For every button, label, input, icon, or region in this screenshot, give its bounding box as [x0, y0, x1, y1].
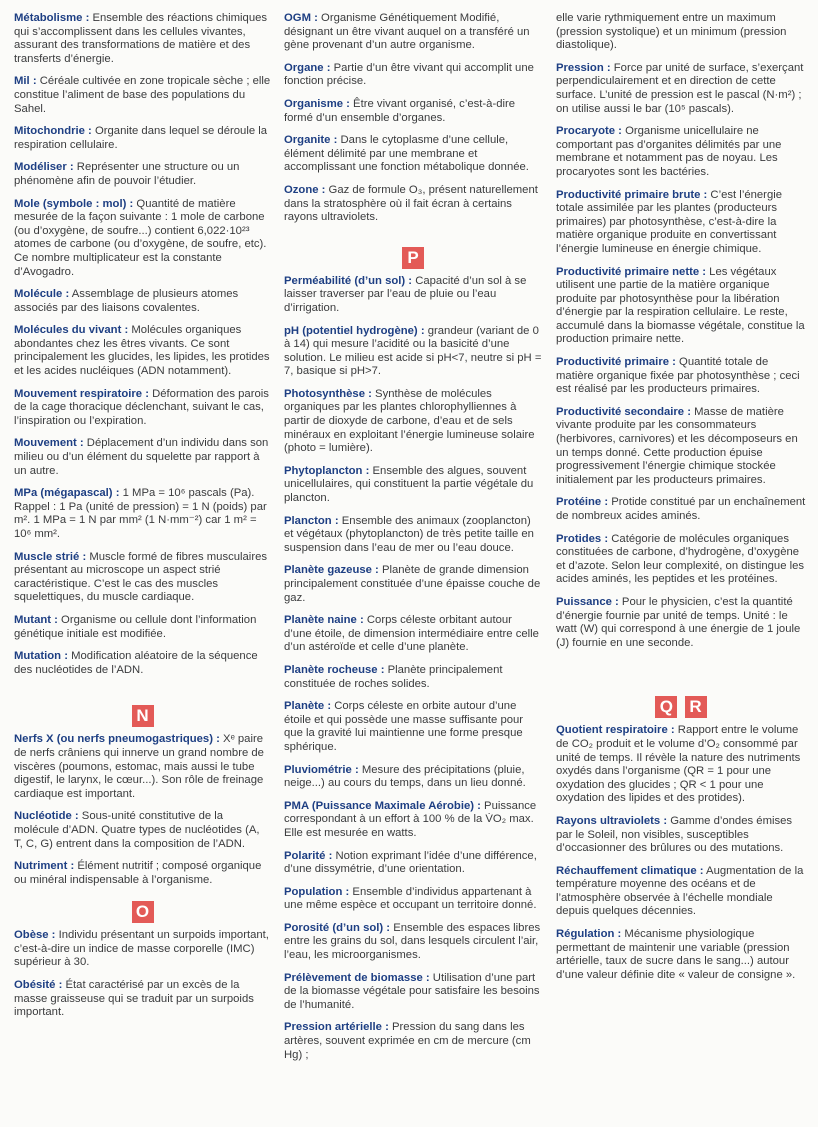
glossary-entry — [14, 487, 271, 541]
entry-definition: Quantité totale de matière organique fixée par photosynthèse ; ceci est réalisé par les producteurs primaires. — [556, 356, 800, 396]
section-header-n — [14, 705, 271, 727]
glossary-column-2 — [284, 12, 542, 1071]
n-entries — [14, 733, 271, 887]
entry-term: Modéliser : — [14, 161, 74, 174]
entry-term: Pression artérielle : — [284, 1021, 389, 1034]
glossary-entry — [284, 325, 542, 379]
entry-term: Productivité primaire brute : — [556, 188, 708, 201]
entry-term: Procaryote : — [556, 125, 622, 138]
p-entries — [284, 275, 542, 1063]
glossary-entry — [14, 125, 271, 152]
entry-definition: Capacité d’un sol à se laisser traverser par l’eau de pluie ou l’eau d’irrigation. — [284, 274, 527, 314]
entry-term: Mutant : — [14, 613, 58, 626]
entry-definition: Gamme d’ondes émises par le Soleil, non visibles, susceptibles d’occasionner des brûlures ou des mutations. — [556, 814, 793, 855]
entry-term: Organe : — [284, 61, 331, 74]
entry-definition: C’est l’énergie totale assimilée par les plantes (producteurs primaires) par photosynthèse, c’est-à-dire la matière organique produite en convertissant l’énergie lumineuse en énergie chimique. — [556, 188, 783, 255]
entry-definition: Planète de grande dimension principalement constituée d’une épaisse couche de gaz. — [284, 564, 541, 604]
entry-term: Planète naine : — [284, 614, 364, 627]
glossary-entry — [284, 700, 542, 754]
letter-badge-q: Q — [655, 696, 677, 718]
entry-definition: Modification aléatoire de la séquence des nucléotides de l’ADN. — [14, 650, 258, 676]
entry-definition: Individu présentant un surpoids important, c’est-à-dire un indice de masse corporelle (IMC) supérieur à 30. — [14, 929, 269, 969]
entry-definition: Ensemble d’individus appartenant à une même espèce et occupant un territoire donné. — [284, 885, 537, 912]
glossary-entry — [556, 533, 806, 587]
entry-term: Quotient respiratoire : — [556, 724, 675, 737]
entry-term: Polarité : — [284, 849, 333, 862]
entry-definition: Gaz de formule O₃, présent naturellement dans la stratosphère où il fait écran à certains rayons ultraviolets. — [284, 183, 538, 224]
glossary-entry — [556, 865, 806, 919]
entry-term: Molécules du vivant : — [14, 324, 129, 337]
entry-definition: Quantité de matière mesurée de la façon suivante : 1 mole de carbone (ou d’oxygène, de soufre...) contient 6,022·10²³ atomes de carbone (ou d’oxygène, de soufre, etc). Ce nombre multiplicateur est la constante d’Avogadro. — [14, 197, 267, 278]
entry-definition: Notion exprimant l’idée d’une différence, d’une dissymétrie, d’une orientation. — [284, 849, 537, 876]
entry-definition: Assemblage de plusieurs atomes associés par des liaisons covalentes. — [14, 288, 239, 314]
letter-badge-p: P — [402, 247, 424, 269]
entry-definition: Être vivant organisé, c’est-à-dire formé d’un ensemble d’organes. — [284, 97, 516, 124]
entry-term: Planète : — [284, 700, 332, 713]
glossary-entry — [14, 324, 271, 378]
entry-definition: Muscle formé de fibres musculaires présentant au microscope un aspect strié caractéristique. C’est le cas des muscles squelettiques, du muscle cardiaque. — [14, 550, 268, 604]
entry-definition: Organisme unicellulaire ne comportant pas d’organites délimités par une membrane et notamment pas de noyau. Les procaryotes sont les bactéries. — [556, 125, 782, 178]
entry-term: Productivité secondaire : — [556, 405, 691, 418]
glossary-entry — [284, 886, 542, 913]
entry-term: Planète gazeuse : — [284, 564, 379, 577]
entry-definition: grandeur (variant de 0 à 14) qui mesure l’acidité ou la basicité d’une solution. Le milieu est acide si pH<7, neutre si pH = 7, basique si pH>7. — [284, 324, 542, 378]
entry-term: Mil : — [14, 75, 37, 88]
entry-definition: Xᵉ paire de nerfs crâniens qui innerve un grand nombre de viscères (poumons, estomac, mais aussi le tube digestif, le larynx, le cœur...). Son rôle de freinage cardiaque est important. — [14, 733, 264, 800]
entry-definition: Partie d’un être vivant qui accomplit une fonction précise. — [284, 61, 534, 88]
entry-term: Métabolisme : — [14, 12, 90, 24]
letter-badge-o: O — [132, 901, 154, 923]
glossary-entry — [284, 764, 542, 791]
entry-definition: Molécules organiques abondantes chez les êtres vivants. Ce sont principalement les glucides, les lipides, les protides et les acides nucléiques (ADN notamment). — [14, 324, 270, 378]
glossary-entry — [284, 922, 542, 963]
glossary-entry — [284, 184, 542, 225]
entry-term: Pluviométrie : — [284, 763, 359, 776]
letter-badge-r: R — [685, 696, 707, 718]
glossary-entry — [284, 12, 542, 53]
entry-term: Pression : — [556, 61, 611, 74]
entry-term: PMA (Puissance Maximale Aérobie) : — [284, 799, 481, 812]
glossary-entry — [556, 496, 806, 523]
glossary-entry — [14, 388, 271, 429]
entry-term: Productivité primaire nette : — [556, 265, 707, 278]
glossary-entry — [284, 275, 542, 316]
entry-term: OGM : — [284, 12, 318, 24]
entry-definition: Représenter une structure ou un phénomène afin de pouvoir l’étudier. — [14, 161, 240, 187]
entry-definition: Ensemble des algues, souvent unicellulaires, qui constituent la partie végétale du plancton. — [284, 464, 534, 505]
entry-definition: Déformation des parois de la cage thoracique déclenchant, suivant le cas, l’inspiration ou l’expiration. — [14, 387, 269, 427]
entry-term: Planète rocheuse : — [284, 663, 385, 676]
entry-term: Protides : — [556, 532, 609, 545]
entry-definition: Ensemble des espaces libres entre les grains du sol, dans lesquels circulent l’air, l’eau, les microorganismes. — [284, 921, 541, 962]
glossary-entry — [284, 664, 542, 691]
entry-term: MPa (mégapascal) : — [14, 487, 120, 500]
entry-definition: Organisme ou cellule dont l’information génétique initiale est modifiée. — [14, 613, 257, 640]
glossary-entry — [14, 860, 271, 887]
entry-definition: Masse de matière vivante produite par les consommateurs (herbivores, carnivores) et les décomposeurs en un temps donné. Cette production épuise progressivement l’énergie chimique stockée initialement par les producteurs primaires. — [556, 405, 798, 486]
glossary-entry — [14, 288, 271, 315]
entry-term: Réchauffement climatique : — [556, 864, 704, 877]
qr-entries — [556, 724, 806, 982]
glossary-entry — [556, 596, 806, 650]
glossary-entry — [14, 75, 271, 116]
entry-term: Protéine : — [556, 496, 609, 509]
entry-definition: Force par unité de surface, s’exerçant perpendiculairement et en direction de cette surface. L’unité de pression est le pascal (N·m²) ; on utilise aussi le bar (10⁵ pascals). — [556, 61, 804, 115]
glossary-entry — [14, 733, 271, 801]
glossary-entry — [284, 564, 542, 605]
entry-definition: Organisme Génétiquement Modifié, désignant un être vivant auquel on a transféré un gène provenant d’un autre organisme. — [284, 12, 530, 52]
glossary-entry — [556, 724, 806, 806]
glossary-entry — [556, 815, 806, 856]
glossary-entry — [14, 979, 271, 1020]
glossary-entry — [284, 972, 542, 1013]
entry-definition: Pour le physicien, c’est la quantité d’énergie fournie par unité de temps. Unité : le watt (W) qui correspond à une énergie de 1 joule (J) fournie en une seconde. — [556, 595, 801, 649]
entry-definition: Les végétaux utilisent une partie de la matière organique produite par photosynthèse pour la libération d’énergie par la respiration cellulaire. Le reste, accumulé dans la biomasse végétale, constitue la production primaire nette. — [556, 265, 805, 346]
entry-definition: État caractérisé par un excès de la masse graisseuse qui se traduit par un surpoids important. — [14, 979, 254, 1019]
section-header-qr — [556, 696, 806, 718]
entry-definition: Céréale cultivée en zone tropicale sèche ; elle constitue l’aliment de base des populations du Sahel. — [14, 75, 271, 115]
glossary-entry — [14, 198, 271, 280]
m-entries — [14, 12, 271, 677]
glossary-entry — [284, 850, 542, 877]
entry-term: Mutation : — [14, 650, 68, 663]
entry-definition: Mesure des précipitations (pluie, neige...) au cours du temps, dans un lieu donné. — [284, 763, 526, 790]
glossary-entry — [284, 515, 542, 556]
entry-term: Organisme : — [284, 97, 350, 110]
glossary-entry — [556, 356, 806, 397]
entry-term: Mole (symbole : mol) : — [14, 197, 134, 210]
entry-definition: Utilisation d’une part de la biomasse végétale pour satisfaire les besoins de l’humanité. — [284, 971, 540, 1011]
entry-term: Nutriment : — [14, 860, 75, 873]
entry-term: Phytoplancton : — [284, 464, 370, 477]
glossary-entry — [556, 125, 806, 179]
entry-term: Molécule : — [14, 288, 70, 301]
glossary-entry — [556, 189, 806, 257]
glossary-column-3 — [556, 12, 806, 991]
section-header-p — [284, 247, 542, 269]
glossary-entry — [14, 614, 271, 641]
glossary-entry — [14, 551, 271, 605]
entry-definition: Planète principalement constituée de roches solides. — [284, 663, 503, 690]
glossary-entry — [556, 928, 806, 982]
entry-term: Obèse : — [14, 929, 56, 942]
entry-definition: Protide constitué par un enchaînement de nombreux acides aminés. — [556, 496, 806, 522]
glossary-entry — [14, 161, 271, 188]
entry-definition: Synthèse de molécules organiques par les plantes chlorophylliennes à partir de dioxyde de carbone, d’eau et de sels minéraux en exploitant l’énergie lumineuse solaire (photo = lumière). — [284, 387, 535, 455]
letter-badge-n: N — [132, 705, 154, 727]
p-entries-continued — [556, 12, 806, 650]
glossary-entry — [556, 266, 806, 348]
glossary-entry — [556, 12, 806, 53]
entry-definition: Augmentation de la température moyenne des océans et de l’atmosphère observée à l’échelle mondiale depuis quelques décennies. — [556, 864, 804, 918]
entry-definition: Organite dans lequel se déroule la respiration cellulaire. — [14, 125, 268, 151]
entry-term: Plancton : — [284, 514, 339, 527]
entry-definition: Rapport entre le volume de CO₂ produit et le volume d’O₂ consommé par unité de temps. Il révèle la nature des nutriments oxydés dans l’organisme (QR = 1 pour une oxydation des glucides ; QR < 1 pour une oxydation des lipides et des protides). — [556, 724, 801, 805]
entry-definition: elle varie rythmiquement entre un maximum (pression systolique) et un minimum (pression diastolique). — [556, 12, 787, 52]
o-entries-continued — [284, 12, 542, 225]
glossary-entry — [14, 650, 271, 677]
entry-term: Organite : — [284, 134, 338, 147]
glossary-entry — [284, 134, 542, 175]
entry-definition: Puissance correspondant à un effort à 100 % de la V̇O₂ max. Elle est mesurée en watts. — [284, 799, 537, 839]
entry-term: Nerfs X (ou nerfs pneumogastriques) : — [14, 733, 220, 746]
entry-term: Muscle strié : — [14, 550, 87, 563]
glossary-entry — [14, 810, 271, 851]
glossary-entry — [284, 1021, 542, 1062]
glossary-entry — [284, 388, 542, 456]
entry-term: Mitochondrie : — [14, 125, 92, 138]
entry-definition: Sous-unité constitutive de la molécule d’ADN. Quatre types de nucléotides (A, T, C, G) entrent dans la composition de l’ADN. — [14, 810, 260, 850]
glossary-entry — [556, 406, 806, 488]
entry-definition: Corps céleste en orbite autour d’une étoile et qui possède une masse suffisante pour que la gravité lui maintienne une forme presque sphérique. — [284, 700, 524, 753]
o-entries — [14, 929, 271, 1020]
entry-definition: Ensemble des réactions chimiques qui s’accomplissent dans les cellules vivantes, assurant des transformations de matière et des transferts d’énergie. — [14, 12, 268, 65]
entry-term: Obésité : — [14, 979, 63, 992]
entry-term: Ozone : — [284, 183, 326, 196]
glossary-entry — [14, 437, 271, 478]
entry-term: Mouvement : — [14, 437, 84, 450]
glossary-entry — [284, 614, 542, 655]
entry-term: Perméabilité (d’un sol) : — [284, 274, 413, 287]
glossary-column-1 — [14, 12, 271, 1029]
glossary-entry — [284, 800, 542, 841]
entry-term: Porosité (d’un sol) : — [284, 921, 391, 934]
entry-definition: Élément nutritif ; composé organique ou minéral indispensable à l’organisme. — [14, 860, 262, 886]
entry-definition: Corps céleste orbitant autour d’une étoile, de dimension intermédiaire entre celle d’un astéroïde et celle d’une planète. — [284, 614, 539, 654]
glossary-entry — [284, 98, 542, 125]
entry-definition: Pression du sang dans les artères, souvent exprimée en cm de mercure (cm Hg) ; — [284, 1021, 531, 1061]
glossary-entry — [14, 929, 271, 970]
entry-term: Rayons ultraviolets : — [556, 814, 668, 827]
entry-definition: Dans le cytoplasme d’une cellule, élément délimité par une membrane et accomplissant une fonction métabolique donnée. — [284, 134, 529, 174]
glossary-entry — [14, 12, 271, 66]
entry-definition: Ensemble des animaux (zooplancton) et végétaux (phytoplancton) de très petite taille en suspension dans l’eau de mer ou l’eau douce. — [284, 514, 534, 554]
entry-term: Puissance : — [556, 595, 619, 608]
entry-term: Productivité primaire : — [556, 356, 676, 369]
entry-term: Prélèvement de biomasse : — [284, 971, 430, 984]
entry-definition: Déplacement d’un individu dans son milieu ou d’un élément du squelette par rapport à un autre. — [14, 437, 269, 477]
entry-term: Régulation : — [556, 928, 622, 941]
entry-term: pH (potentiel hydrogène) : — [284, 324, 425, 337]
entry-term: Population : — [284, 885, 350, 898]
entry-definition: 1 MPa = 10⁶ pascals (Pa). Rappel : 1 Pa (unité de pression) = 1 N (poids) par m². 1 MPa = 1 N par mm² (1 N·mm⁻²) car 1 m² = 10⁶ mm². — [14, 487, 267, 540]
glossary-entry — [556, 62, 806, 116]
entry-definition: Mécanisme physiologique permettant de maintenir une variable (pression artérielle, taux de sucre dans le sang...) autour d’une valeur définie dite « valeur de consigne ». — [556, 928, 796, 981]
entry-term: Photosynthèse : — [284, 387, 372, 400]
glossary-entry — [284, 465, 542, 506]
entry-term: Nucléotide : — [14, 810, 79, 823]
entry-term: Mouvement respiratoire : — [14, 387, 149, 400]
glossary-entry — [284, 62, 542, 89]
section-header-o — [14, 901, 271, 923]
entry-definition: Catégorie de molécules organiques constituées de carbone, d’hydrogène, d’oxygène et d’azote. Selon leur complexité, on distingue les acides aminés, les peptides et les protéines. — [556, 532, 805, 586]
